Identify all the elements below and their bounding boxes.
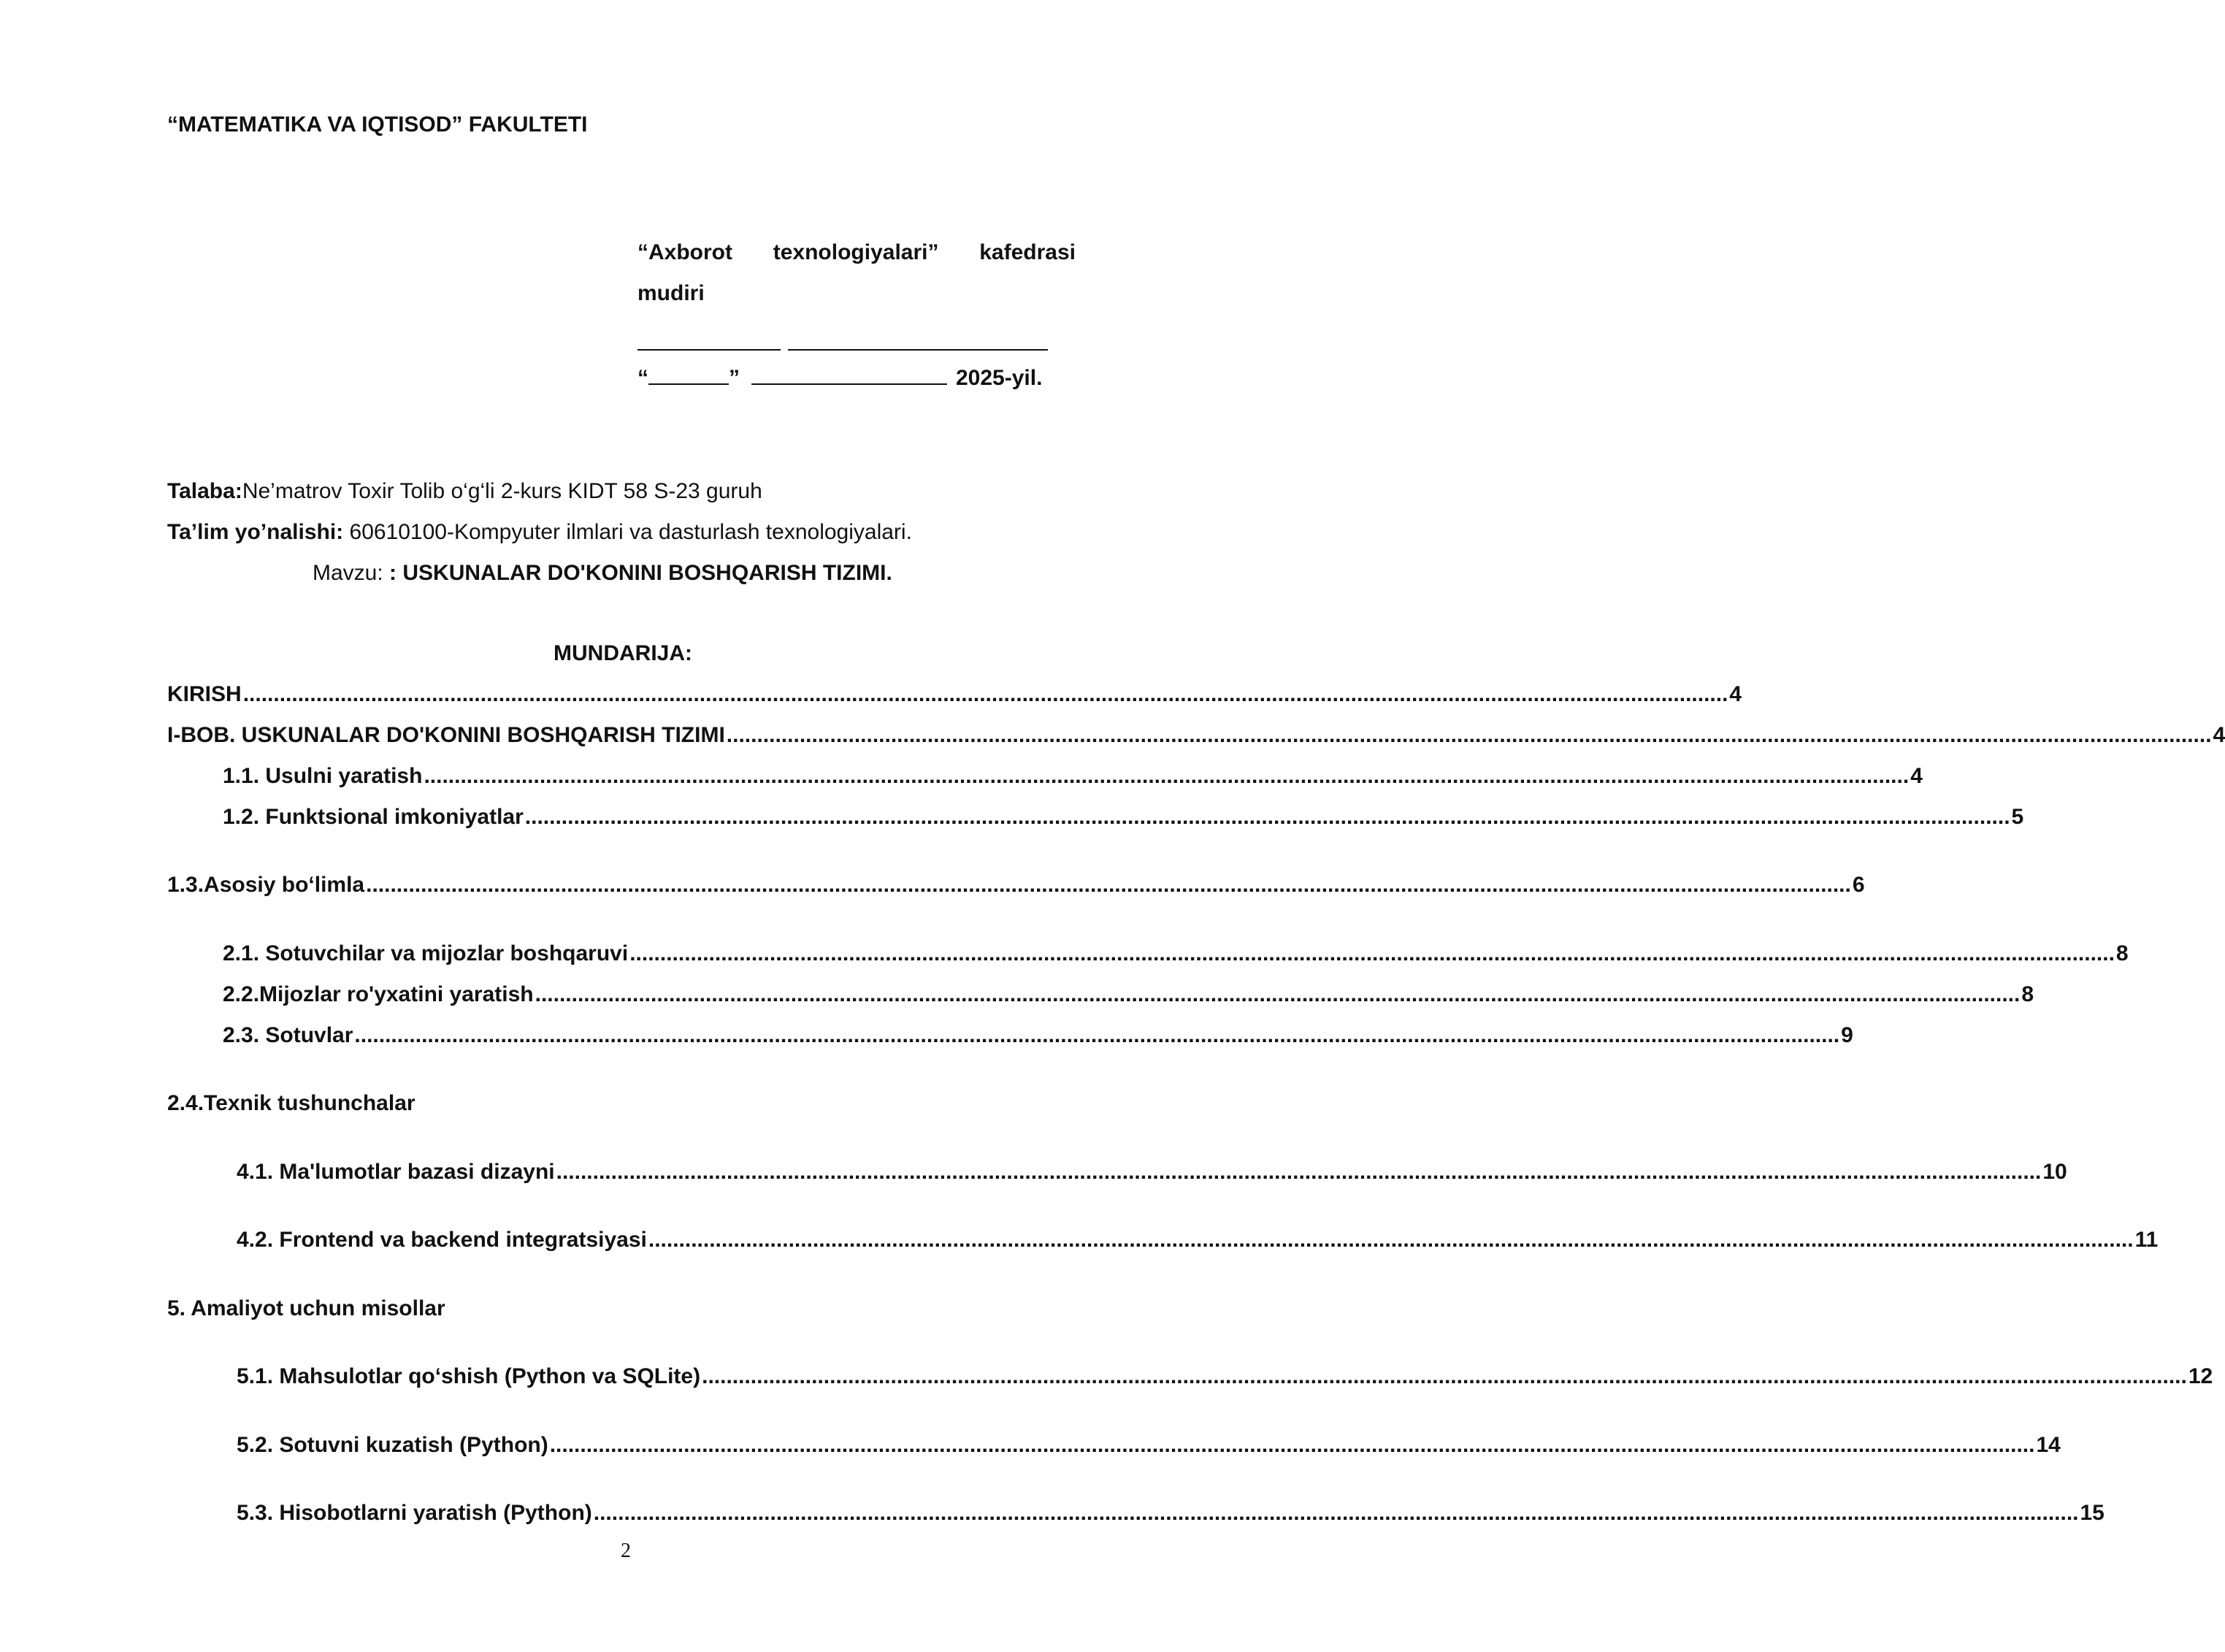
toc-entry <box>237 1160 2067 1185</box>
toc-page-number: 5 <box>2011 805 2024 829</box>
toc-entry-label: 1.1. Usulni yaratish <box>223 764 423 788</box>
toc-page-number: 10 <box>2042 1160 2067 1184</box>
toc-entry-label: 2.2.Mijozlar ro'yxatini yaratish <box>223 982 534 1006</box>
toc-entry-label: 5.3. Hisobotlarni yaratish (Python) <box>237 1501 592 1525</box>
toc-dot-leader: .................................................................................................................................................................................................................................................... <box>556 1160 2042 1184</box>
toc-page-number: 4 <box>1729 682 1742 706</box>
toc-page-number: 12 <box>2188 1364 2213 1388</box>
toc-entry <box>167 682 1742 707</box>
toc-entry-label: 4.1. Ma'lumotlar bazasi dizayni <box>237 1160 555 1184</box>
toc-entry <box>223 982 2034 1007</box>
toc-entry-label: 2.3. Sotuvlar <box>223 1023 353 1047</box>
toc-entry <box>223 805 2024 830</box>
toc-dot-leader: .................................................................................................................................................................................................................................................... <box>524 805 2010 829</box>
toc-dot-leader: .................................................................................................................................................................................................................................................... <box>366 873 1851 897</box>
direction-label: Ta’lim yo’nalishi: <box>167 520 344 544</box>
date-close-quote: ” <box>729 366 740 390</box>
toc-entry <box>167 723 2225 748</box>
toc-entry-label: 4.2. Frontend va backend integratsiyasi <box>237 1228 647 1252</box>
toc-entry-label: 2.4.Texnik tushunchalar <box>167 1091 415 1115</box>
toc-dot-leader: .................................................................................................................................................................................................................................................... <box>629 941 2115 965</box>
page-number: 2 <box>621 1540 631 1562</box>
toc-page-number: 8 <box>2021 982 2034 1006</box>
toc-dot-leader: .................................................................................................................................................................................................................................................... <box>535 982 2021 1006</box>
toc-entry-label: 1.3.Asosiy bo‘limla <box>167 873 365 897</box>
topic-value: USKUNALAR DO'KONINI BOSHQARISH TIZIMI. <box>402 561 892 585</box>
toc-page-number: 6 <box>1852 873 1865 897</box>
toc-page-number: 14 <box>2036 1433 2061 1457</box>
toc-dot-leader: .................................................................................................................................................................................................................................................... <box>702 1364 2187 1388</box>
toc-page-number: 4 <box>1910 764 1923 788</box>
toc-page-number: 9 <box>1841 1023 1853 1047</box>
direction-value: 60610100-Kompyuter ilmlari va dasturlash texnologiyalari. <box>343 520 912 544</box>
toc-dot-leader: .................................................................................................................................................................................................................................................... <box>354 1023 1840 1047</box>
toc-entry <box>167 873 1865 898</box>
role-label: mudiri <box>637 281 705 305</box>
toc-page-number: 8 <box>2115 941 2129 965</box>
toc-entry <box>223 1023 1853 1048</box>
toc-entry-label: 5. Amaliyot uchun misollar <box>167 1296 445 1320</box>
student-value: Ne’matrov Toxir Tolib o‘g‘li 2-kurs KIDT 58 S-23 guruh <box>242 479 762 503</box>
toc-entry-label: I-BOB. USKUNALAR DO'KONINI BOSHQARISH TIZIMI <box>167 723 725 747</box>
year-label: 2025-yil. <box>956 366 1043 390</box>
toc-dot-leader: .................................................................................................................................................................................................................................................... <box>242 682 1728 706</box>
toc-entry <box>167 1296 445 1321</box>
department-word-2: texnologiyalari” <box>773 240 939 264</box>
toc-page-number: 11 <box>2134 1228 2159 1252</box>
toc-entry <box>237 1364 2213 1389</box>
department-word-3: kafedrasi <box>979 240 1076 264</box>
toc-entry-label: 2.1. Sotuvchilar va mijozlar boshqaruvi <box>223 941 629 965</box>
toc-dot-leader: .................................................................................................................................................................................................................................................... <box>726 723 2212 747</box>
toc-entry <box>237 1433 2061 1458</box>
toc-dot-leader: .................................................................................................................................................................................................................................................... <box>593 1501 2079 1525</box>
toc-dot-leader: .................................................................................................................................................................................................................................................... <box>424 764 1910 788</box>
toc-entry <box>237 1501 2105 1526</box>
toc-title: MUNDARIJA: <box>554 641 692 665</box>
toc-entry <box>237 1228 2159 1253</box>
toc-page-number: 15 <box>2080 1501 2105 1525</box>
topic-label: Mavzu: <box>313 561 390 585</box>
toc-entry-label: 1.2. Funktsional imkoniyatlar <box>223 805 524 829</box>
toc-entry <box>223 764 1923 789</box>
toc-page-number: 4 <box>2213 723 2225 747</box>
date-open-quote: “ <box>637 366 648 390</box>
toc-entry <box>223 941 2129 966</box>
department-word-1: “Axborot <box>637 240 732 264</box>
toc-entry-label: KIRISH <box>167 682 242 706</box>
student-label: Talaba: <box>167 479 242 503</box>
toc-entry-label: 5.1. Mahsulotlar qo‘shish (Python va SQLite) <box>237 1364 701 1388</box>
toc-entry-label: 5.2. Sotuvni kuzatish (Python) <box>237 1433 548 1457</box>
toc-dot-leader: .................................................................................................................................................................................................................................................... <box>648 1228 2134 1252</box>
toc-entry <box>167 1091 415 1116</box>
topic-colon: : <box>389 561 403 585</box>
faculty-heading: “MATEMATIKA VA IQTISOD” FAKULTETI <box>167 112 588 137</box>
toc-dot-leader: .................................................................................................................................................................................................................................................... <box>549 1433 2035 1457</box>
